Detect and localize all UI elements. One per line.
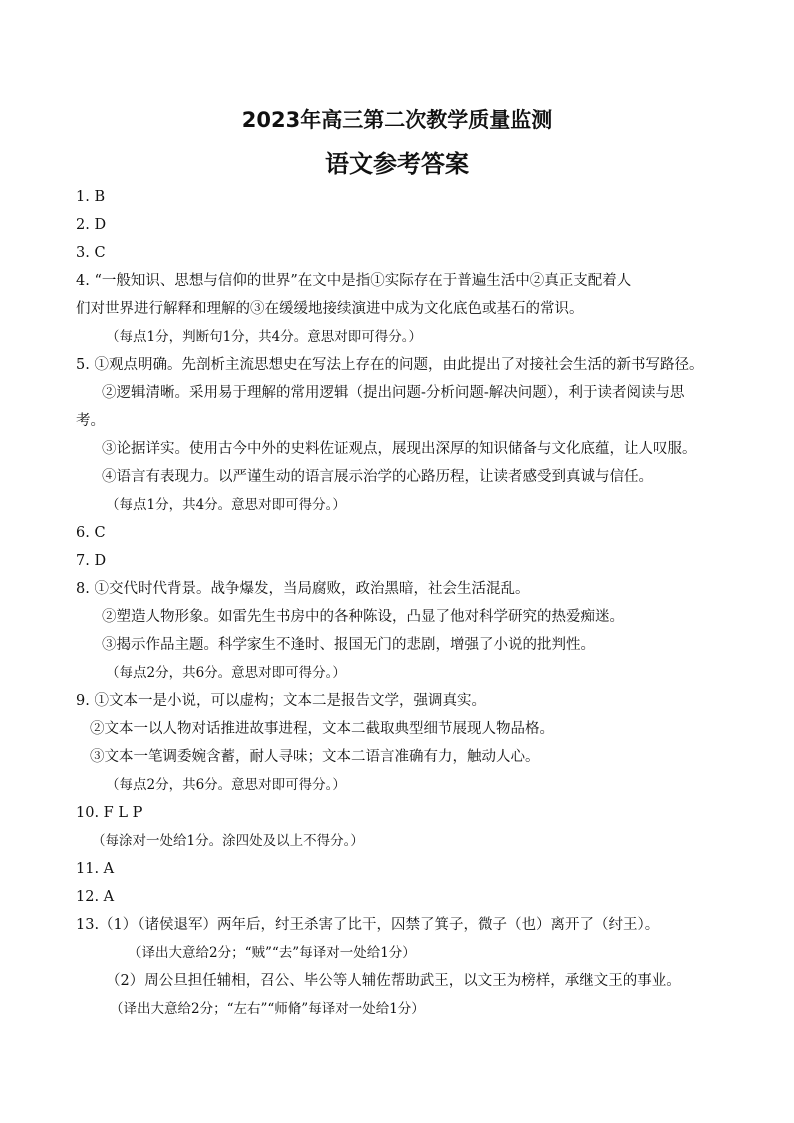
answer-line: ②文本一以人物对话推进故事进程，文本二截取典型细节展现人物品格。 (90, 721, 554, 737)
answer-line: 8. ①交代时代背景。战争爆发，当局腐败，政治黑暗，社会生活混乱。 (76, 581, 530, 597)
answer-line: ④语言有表现力。以严谨生动的语言展示治学的心路历程，让读者感受到真诚与信任。 (102, 469, 653, 485)
scoring-note: （每涂对一处给1分。涂四处及以上不得分。） (92, 833, 364, 849)
answer-line: ③揭示作品主题。科学家生不逢时、报国无门的悲剧，增强了小说的批判性。 (102, 637, 595, 653)
answer-line: 9. ①文本一是小说，可以虚构；文本二是报告文学，强调真实。 (76, 693, 486, 709)
page-title: 2023年高三第二次教学质量监测 (241, 108, 553, 132)
answer-line: 6. C (76, 525, 106, 541)
answer-line: 3. C (76, 245, 106, 261)
answer-line: 12. A (76, 889, 115, 905)
answer-line: 7. D (76, 553, 107, 569)
answer-line: 10. F L P (76, 805, 143, 821)
answer-line: 们对世界进行解释和理解的③在缓缓地接续演进中成为文化底色或基石的常识。 (76, 301, 584, 317)
page-subtitle: 语文参考答案 (325, 150, 469, 178)
answer-line: 11. A (76, 861, 115, 877)
answer-line: ②塑造人物形象。如雷先生书房中的各种陈设，凸显了他对科学研究的热爱痴迷。 (102, 609, 624, 625)
answer-line: （2）周公旦担任辅相，召公、毕公等人辅佐帮助武王，以文王为榜样，承继文王的事业。 (106, 973, 681, 989)
answer-line: 13.（1）（诸侯退军）两年后，纣王杀害了比干，囚禁了箕子，微子（也）离开了（纣王）。 (76, 917, 660, 933)
answer-line: 2. D (76, 217, 107, 233)
answer-line: 1. B (76, 189, 106, 205)
answer-line: 4. “一般知识、思想与信仰的世界”在文中是指①实际存在于普遍生活中②真正支配着人 (76, 273, 632, 289)
scoring-note: （每点2分，共6分。意思对即可得分。） (106, 665, 346, 681)
scoring-note: （每点2分，共6分。意思对即可得分。） (106, 777, 346, 793)
answer-line: ③文本一笔调委婉含蓄，耐人寻味；文本二语言准确有力，触动人心。 (90, 749, 540, 765)
scoring-note: （每点1分，共4分。意思对即可得分。） (106, 497, 346, 513)
answer-line: ②逻辑清晰。采用易于理解的常用逻辑（提出问题-分析问题-解决问题），利于读者阅读与思 (102, 385, 685, 401)
answer-line: 考。 (76, 413, 105, 429)
scoring-note: （译出大意给2分；“贼”“去”每译对一处给1分） (128, 945, 416, 961)
answer-line: 5. ①观点明确。先剖析主流思想史在写法上存在的问题，由此提出了对接社会生活的新书写路径。 (76, 357, 704, 373)
answer-line: ③论据详实。使用古今中外的史料佐证观点，展现出深厚的知识储备与文化底蕴，让人叹服。 (102, 441, 697, 457)
scoring-note: （译出大意给2分；“左右”“师脩”每译对一处给1分） (110, 1001, 425, 1017)
scoring-note: （每点1分，判断句1分，共4分。意思对即可得分。） (106, 329, 423, 345)
